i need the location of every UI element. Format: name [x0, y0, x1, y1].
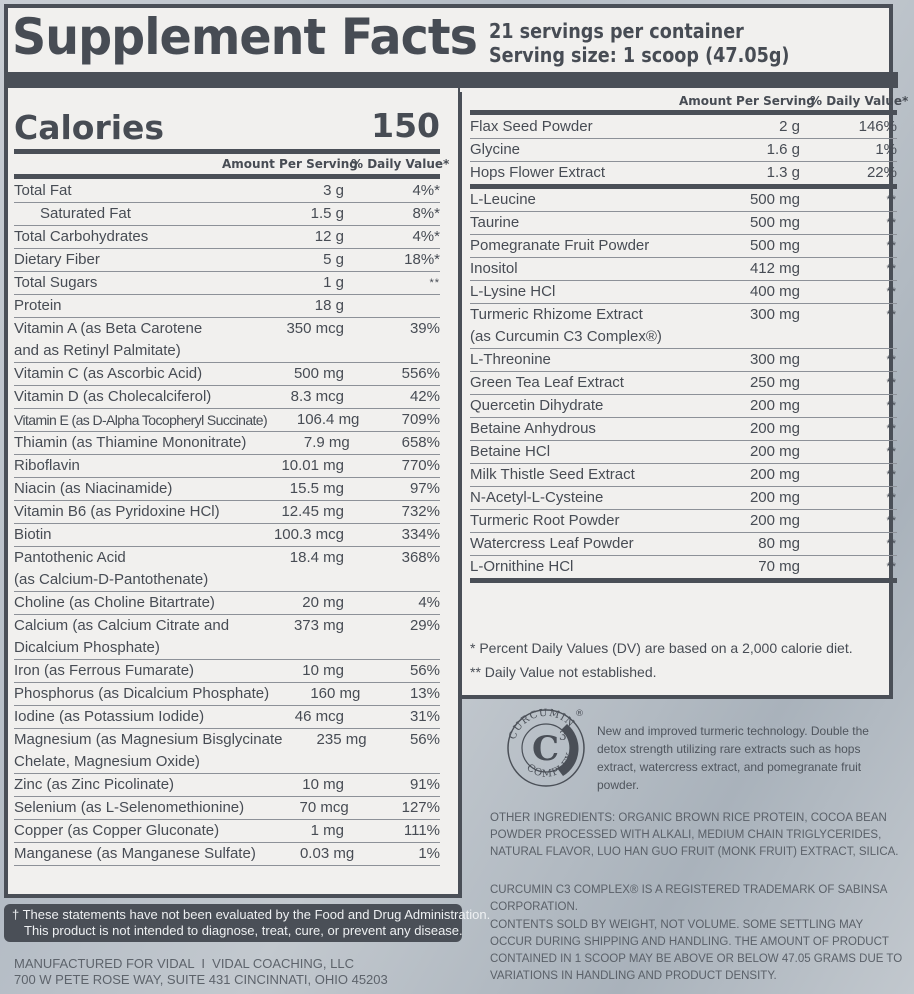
- nutrient-name: [470, 372, 690, 394]
- nutrient-name: [14, 478, 234, 500]
- nutrient-name-line: Iron (as Ferrous Fumarate): [14, 662, 195, 679]
- nutrient-name-line: Vitamin C (as Ascorbic Acid): [14, 365, 203, 382]
- amount-per-serving: 2 g: [779, 118, 800, 135]
- table-row: [470, 212, 897, 235]
- table-row: [14, 729, 440, 774]
- serving-info: [489, 19, 789, 67]
- daily-value: **: [886, 263, 897, 275]
- footnote-percent-dv: * Percent Daily Values (DV) are based on a 2,000 calorie diet.: [470, 640, 853, 656]
- logo-registered: ®: [575, 709, 584, 719]
- table-row: [14, 592, 440, 615]
- nutrient-name: [470, 395, 690, 417]
- servings-per-container: 21 servings per container: [489, 19, 744, 43]
- nutrient-name: [470, 441, 690, 463]
- nutrient-name-line: Betaine Anhydrous: [470, 420, 596, 437]
- amount-per-serving: 1 g: [323, 274, 344, 291]
- table-row: [14, 409, 440, 432]
- nutrient-name: [14, 774, 234, 796]
- daily-value: 22%: [866, 164, 897, 181]
- nutrient-name-line: L-Threonine: [470, 351, 551, 368]
- amount-per-serving: 200 mg: [749, 420, 800, 437]
- amount-per-serving: 160 mg: [310, 685, 361, 702]
- nutrient-name: [14, 409, 267, 431]
- daily-value: 13%: [409, 685, 440, 702]
- daily-value: 709%: [401, 411, 440, 428]
- daily-value: 18%*: [404, 251, 440, 268]
- calories-value: 150: [371, 106, 440, 145]
- amount-per-serving: 200 mg: [749, 489, 800, 506]
- table-row: [14, 203, 440, 226]
- daily-value: 658%: [401, 434, 440, 451]
- amount-per-serving: 300 mg: [749, 351, 800, 368]
- table-row: [14, 683, 440, 706]
- amount-per-serving: 412 mg: [749, 260, 800, 277]
- daily-value: **: [886, 515, 897, 527]
- amount-per-serving: 1.6 g: [766, 141, 800, 158]
- logo-top-text: CURCUMIN: [507, 707, 577, 742]
- amount-per-serving: 15.5 mg: [289, 480, 344, 497]
- nutrient-name-line: Vitamin D (as Cholecalciferol): [14, 388, 212, 405]
- table-row: [14, 774, 440, 797]
- nutrient-name-line: Pomegranate Fruit Powder: [470, 237, 650, 254]
- nutrient-name-line: Phosphorus (as Dicalcium Phosphate): [14, 685, 270, 702]
- manufacturer-line-1: MANUFACTURED FOR VIDAL I VIDAL COACHING, LLC: [14, 956, 354, 971]
- nutrient-name: [470, 533, 690, 555]
- table-row: [470, 372, 897, 395]
- nutrient-name-line: Total Fat: [14, 182, 72, 199]
- nutrient-name-line: Selenium (as L-Selenomethionine): [14, 799, 245, 816]
- logo-bottom-text: COMPLEX: [524, 750, 577, 780]
- daily-value: 91%: [409, 776, 440, 793]
- nutrient-name-line-2: and as Retinyl Palmitate): [14, 342, 181, 359]
- table-row: [14, 797, 440, 820]
- amount-per-serving: 8.3 mcg: [290, 388, 344, 405]
- nutrient-table-left: [14, 180, 440, 866]
- daily-value: **: [886, 423, 897, 435]
- nutrient-name: [14, 363, 234, 385]
- left-header-rule: [14, 174, 440, 179]
- daily-value: **: [886, 377, 897, 389]
- daily-value: 39%: [409, 320, 440, 337]
- nutrient-name-line: Total Sugars: [14, 274, 98, 291]
- nutrient-name-line: Taurine: [470, 214, 520, 231]
- daily-value: 29%: [409, 617, 440, 634]
- table-row: [14, 820, 440, 843]
- table-row: [470, 395, 897, 418]
- amount-per-serving: 12.45 mg: [281, 503, 344, 520]
- logo-mark: C: [532, 729, 560, 769]
- table-row: [470, 235, 897, 258]
- table-row: [14, 524, 440, 547]
- nutrient-name: [14, 843, 256, 865]
- table-row: [470, 258, 897, 281]
- footnotes: [470, 636, 853, 684]
- nutrient-name-line: Protein: [14, 297, 62, 314]
- nutrient-name: [14, 820, 234, 842]
- amount-per-serving: 200 mg: [749, 512, 800, 529]
- table-row: [470, 533, 897, 556]
- nutrient-name-line: Hops Flower Extract: [470, 164, 606, 181]
- nutrient-name: [14, 501, 234, 523]
- amount-per-serving: 12 g: [314, 228, 344, 245]
- nutrient-name: [14, 432, 246, 454]
- table-row: [14, 547, 440, 592]
- daily-value: 556%: [401, 365, 440, 382]
- nutrient-name-line: Total Carbohydrates: [14, 228, 149, 245]
- nutrient-name-line: Zinc (as Zinc Picolinate): [14, 776, 175, 793]
- nutrient-name-line: Saturated Fat: [40, 205, 131, 222]
- daily-value: 56%: [409, 662, 440, 679]
- nutrient-name-line: Thiamin (as Thiamine Mononitrate): [14, 434, 247, 451]
- daily-value: **: [886, 286, 897, 298]
- amount-per-serving: 200 mg: [749, 466, 800, 483]
- nutrient-name: [470, 487, 690, 509]
- table-row: [14, 706, 440, 729]
- other-ingredients: OTHER INGREDIENTS: ORGANIC BROWN RICE PROTEIN, COCOA BEAN POWDER PROCESSED WITH ALKALI, MEDIUM CHAIN TRIGLYCERIDES, NATURAL FLAVOR, LUO HAN GUO FRUIT (MONK FRUIT) EXTRACT, SILICA.: [490, 812, 899, 858]
- nutrient-name: [470, 418, 690, 440]
- nutrient-name-line: Quercetin Dihydrate: [470, 397, 604, 414]
- nutrient-name: [14, 660, 234, 682]
- table-row: [14, 249, 440, 272]
- manufacturer-line-2: 700 W PETE ROSE WAY, SUITE 431 CINCINNATI, OHIO 45203: [14, 972, 388, 987]
- amount-per-serving: 400 mg: [749, 283, 800, 300]
- nutrient-name: [14, 203, 234, 225]
- nutrient-name-line: Vitamin E (as D-Alpha Tocopheryl Succinate): [14, 412, 268, 428]
- nutrient-name: [470, 189, 690, 211]
- nutrient-name-line: Niacin (as Niacinamide): [14, 480, 173, 497]
- nutrient-name-line: Green Tea Leaf Extract: [470, 374, 624, 391]
- amount-per-serving: 300 mg: [749, 306, 800, 323]
- nutrient-name: [470, 116, 690, 138]
- daily-value: **: [886, 492, 897, 504]
- calories-label: Calories: [14, 108, 165, 147]
- table-row: [14, 363, 440, 386]
- page-title: Supplement Facts: [12, 8, 477, 66]
- nutrient-name-line-2: Dicalcium Phosphate): [14, 639, 160, 656]
- table-row: [14, 295, 440, 318]
- amount-per-serving: 200 mg: [749, 443, 800, 460]
- manufacturer-info: [14, 956, 388, 988]
- nutrient-name: [14, 683, 269, 705]
- nutrient-name-line-2: (as Calcium-D-Pantothenate): [14, 571, 209, 588]
- amount-per-serving: 10.01 mg: [281, 457, 344, 474]
- nutrient-name-line: Vitamin A (as Beta Carotene: [14, 320, 203, 337]
- daily-value: 31%: [409, 708, 440, 725]
- amount-per-serving: 500 mg: [293, 365, 344, 382]
- table-row: [14, 478, 440, 501]
- daily-value: [344, 295, 440, 317]
- nutrient-name-line: N-Acetyl-L-Cysteine: [470, 489, 604, 506]
- nutrient-name-line: L-Leucine: [470, 191, 536, 208]
- table-row: [470, 487, 897, 510]
- amount-per-serving: 200 mg: [749, 397, 800, 414]
- nutrient-name: [470, 510, 690, 532]
- daily-value: 1%: [875, 141, 897, 158]
- nutrient-name-line: L-Ornithine HCl: [470, 558, 574, 575]
- nutrient-name-line: Watercress Leaf Powder: [470, 535, 634, 552]
- daily-value: **: [886, 538, 897, 550]
- daily-value: **: [886, 194, 897, 206]
- amount-per-serving: 80 mg: [758, 535, 800, 552]
- amount-per-serving: 10 mg: [302, 662, 344, 679]
- nutrient-name: [14, 524, 234, 546]
- amount-per-serving: 100.3 mcg: [273, 526, 344, 543]
- nutrient-name: [470, 281, 690, 303]
- table-row: [470, 116, 897, 139]
- amount-per-serving: 106.4 mg: [296, 411, 360, 428]
- table-row: [470, 162, 897, 189]
- nutrient-name: [470, 235, 690, 257]
- daily-value: 111%: [403, 822, 440, 839]
- disclaimer-line-1: † These statements have not been evaluated by the Food and Drug Administration.: [12, 907, 491, 922]
- nutrient-name: [14, 706, 234, 728]
- daily-value: 127%: [401, 799, 440, 816]
- daily-value: 4%*: [412, 228, 440, 245]
- daily-value: **: [886, 469, 897, 481]
- nutrient-name: [14, 797, 244, 819]
- nutrient-name-line-2: Chelate, Magnesium Oxide): [14, 753, 200, 770]
- table-row: [14, 318, 440, 363]
- nutrient-name: [470, 464, 690, 486]
- amount-per-serving: 3 g: [323, 182, 344, 199]
- table-row: [14, 615, 440, 660]
- daily-value: **: [886, 561, 897, 573]
- serving-size: Serving size: 1 scoop (47.05g): [489, 43, 790, 67]
- daily-value: **: [429, 277, 440, 289]
- daily-value: 1%: [418, 845, 440, 862]
- daily-value: 97%: [409, 480, 440, 497]
- table-row: [14, 386, 440, 409]
- header-rule: [8, 72, 898, 88]
- nutrient-name-line: Manganese (as Manganese Sulfate): [14, 845, 256, 862]
- right-dv-header: % Daily Value*: [810, 94, 909, 108]
- nutrient-name: [14, 318, 234, 362]
- daily-value: **: [886, 354, 897, 366]
- nutrient-name-line: Riboflavin: [14, 457, 80, 474]
- table-row: [470, 349, 897, 372]
- table-row: [470, 441, 897, 464]
- nutrient-name-line: Magnesium (as Magnesium Bisglycinate: [14, 731, 283, 748]
- trademark-notice: CURCUMIN C3 COMPLEX® IS A REGISTERED TRADEMARK OF SABINSA CORPORATION.: [490, 884, 887, 913]
- nutrient-name: [470, 139, 690, 161]
- left-amount-header: Amount Per Serving: [222, 157, 358, 171]
- table-row: [14, 226, 440, 249]
- nutrient-name: [470, 258, 690, 280]
- daily-value: 4%: [418, 594, 440, 611]
- logo-superscript: 3: [559, 729, 567, 743]
- nutrient-name-line: Flax Seed Powder: [470, 118, 593, 135]
- amount-per-serving: 1.5 g: [310, 205, 344, 222]
- amount-per-serving: 7.9 mg: [303, 434, 350, 451]
- curcumin-c3-logo: [505, 704, 587, 790]
- footnote-not-established: ** Daily Value not established.: [470, 664, 657, 680]
- amount-per-serving: 46 mcg: [294, 708, 344, 725]
- table-row: [14, 455, 440, 478]
- amount-per-serving: 500 mg: [749, 214, 800, 231]
- ingredient-table-right: [470, 116, 897, 583]
- table-row: [14, 501, 440, 524]
- nutrient-name: [14, 455, 234, 477]
- amount-per-serving: 500 mg: [749, 191, 800, 208]
- daily-value: **: [886, 309, 897, 321]
- nutrient-name-line: Inositol: [470, 260, 518, 277]
- table-row: [470, 510, 897, 533]
- amount-per-serving: 20 mg: [302, 594, 344, 611]
- amount-per-serving: 1 mg: [310, 822, 344, 839]
- nutrient-name: [470, 304, 690, 348]
- daily-value: **: [886, 240, 897, 252]
- nutrient-name-line: Pantothenic Acid: [14, 549, 126, 566]
- table-row: [470, 556, 897, 583]
- curcumin-blurb: New and improved turmeric technology. Double the detox strength utilizing rare extracts such as hops extract, watercress extract, and pomegranate fruit powder.: [597, 724, 869, 792]
- nutrient-name: [14, 615, 234, 659]
- contents-note: CONTENTS SOLD BY WEIGHT, NOT VOLUME. SOME SETTLING MAY OCCUR DURING SHIPPING AND HANDLING. THE AMOUNT OF PRODUCT CONTAINED IN 1 SCOOP MAY BE ABOVE OR BELOW 47.05 GRAMS DUE TO VARIATIONS IN HANDLING AND PRODUCT DENSITY.: [490, 919, 903, 982]
- nutrient-name-line: Milk Thistle Seed Extract: [470, 466, 635, 483]
- nutrient-name-line: Iodine (as Potassium Iodide): [14, 708, 205, 725]
- nutrient-name: [14, 226, 234, 248]
- daily-value: 334%: [401, 526, 440, 543]
- nutrient-name-line: Biotin: [14, 526, 52, 543]
- daily-value: 8%*: [412, 205, 440, 222]
- table-row: [14, 272, 440, 295]
- daily-value: 42%: [409, 388, 440, 405]
- table-row: [14, 660, 440, 683]
- daily-value: 4%*: [412, 182, 440, 199]
- daily-value: **: [886, 400, 897, 412]
- table-row: [470, 418, 897, 441]
- column-divider: [458, 88, 460, 691]
- nutrient-name: [14, 249, 234, 271]
- nutrient-name-line: Betaine HCl: [470, 443, 551, 460]
- daily-value: 770%: [401, 457, 440, 474]
- nutrient-name-line: Choline (as Choline Bitartrate): [14, 594, 215, 611]
- amount-per-serving: 0.03 mg: [299, 845, 355, 862]
- nutrient-name: [14, 180, 234, 202]
- nutrient-name: [470, 162, 690, 184]
- nutrient-name: [470, 212, 690, 234]
- right-header-rule: [470, 110, 897, 115]
- amount-per-serving: 5 g: [323, 251, 344, 268]
- amount-per-serving: 18 g: [314, 297, 344, 314]
- table-row: [470, 464, 897, 487]
- fda-disclaimer: [4, 904, 491, 942]
- nutrient-name-line: Turmeric Rhizome Extract: [470, 306, 643, 323]
- table-row: [14, 180, 440, 203]
- right-amount-header: Amount Per Serving: [679, 94, 815, 108]
- amount-per-serving: 1.3 g: [766, 164, 800, 181]
- nutrient-name-line: Dietary Fiber: [14, 251, 100, 268]
- amount-per-serving: 500 mg: [749, 237, 800, 254]
- amount-per-serving: 235 mg: [316, 731, 367, 748]
- amount-per-serving: 70 mcg: [299, 799, 349, 816]
- table-row: [14, 843, 440, 866]
- table-row: [470, 281, 897, 304]
- daily-value: 368%: [401, 549, 440, 566]
- daily-value: **: [886, 446, 897, 458]
- amount-per-serving: 70 mg: [758, 558, 800, 575]
- daily-value: 56%: [409, 731, 440, 748]
- left-dv-header: % Daily Value*: [351, 157, 450, 171]
- nutrient-name: [470, 556, 690, 578]
- nutrient-name-line-2: (as Curcumin C3 Complex®): [470, 328, 662, 345]
- daily-value: **: [886, 217, 897, 229]
- nutrient-name: [14, 386, 234, 408]
- nutrient-name-line: Copper (as Copper Gluconate): [14, 822, 220, 839]
- amount-per-serving: 350 mcg: [286, 320, 344, 337]
- amount-per-serving: 10 mg: [302, 776, 344, 793]
- amount-per-serving: 373 mg: [293, 617, 344, 634]
- nutrient-name: [470, 349, 690, 371]
- nutrient-name: [14, 729, 282, 773]
- nutrient-name: [14, 272, 234, 294]
- amount-per-serving: 18.4 mg: [289, 549, 344, 566]
- calories-rule: [14, 149, 440, 154]
- table-row: [470, 304, 897, 349]
- table-row: [470, 189, 897, 212]
- nutrient-name-line: Vitamin B6 (as Pyridoxine HCl): [14, 503, 220, 520]
- nutrient-name-line: Glycine: [470, 141, 521, 158]
- daily-value: 732%: [401, 503, 440, 520]
- nutrient-name: [14, 547, 234, 591]
- daily-value: 146%: [858, 118, 897, 135]
- nutrient-name: [14, 592, 234, 614]
- nutrient-name-line: Calcium (as Calcium Citrate and: [14, 617, 230, 634]
- nutrient-name-line: Turmeric Root Powder: [470, 512, 620, 529]
- amount-per-serving: 250 mg: [749, 374, 800, 391]
- nutrient-name-line: L-Lysine HCl: [470, 283, 556, 300]
- ingredient-subtable: [470, 189, 897, 583]
- nutrient-name: [14, 295, 234, 317]
- disclaimer-line-2: This product is not intended to diagnose, treat, cure, or prevent any disease.: [24, 923, 463, 938]
- table-row: [470, 139, 897, 162]
- table-row: [14, 432, 440, 455]
